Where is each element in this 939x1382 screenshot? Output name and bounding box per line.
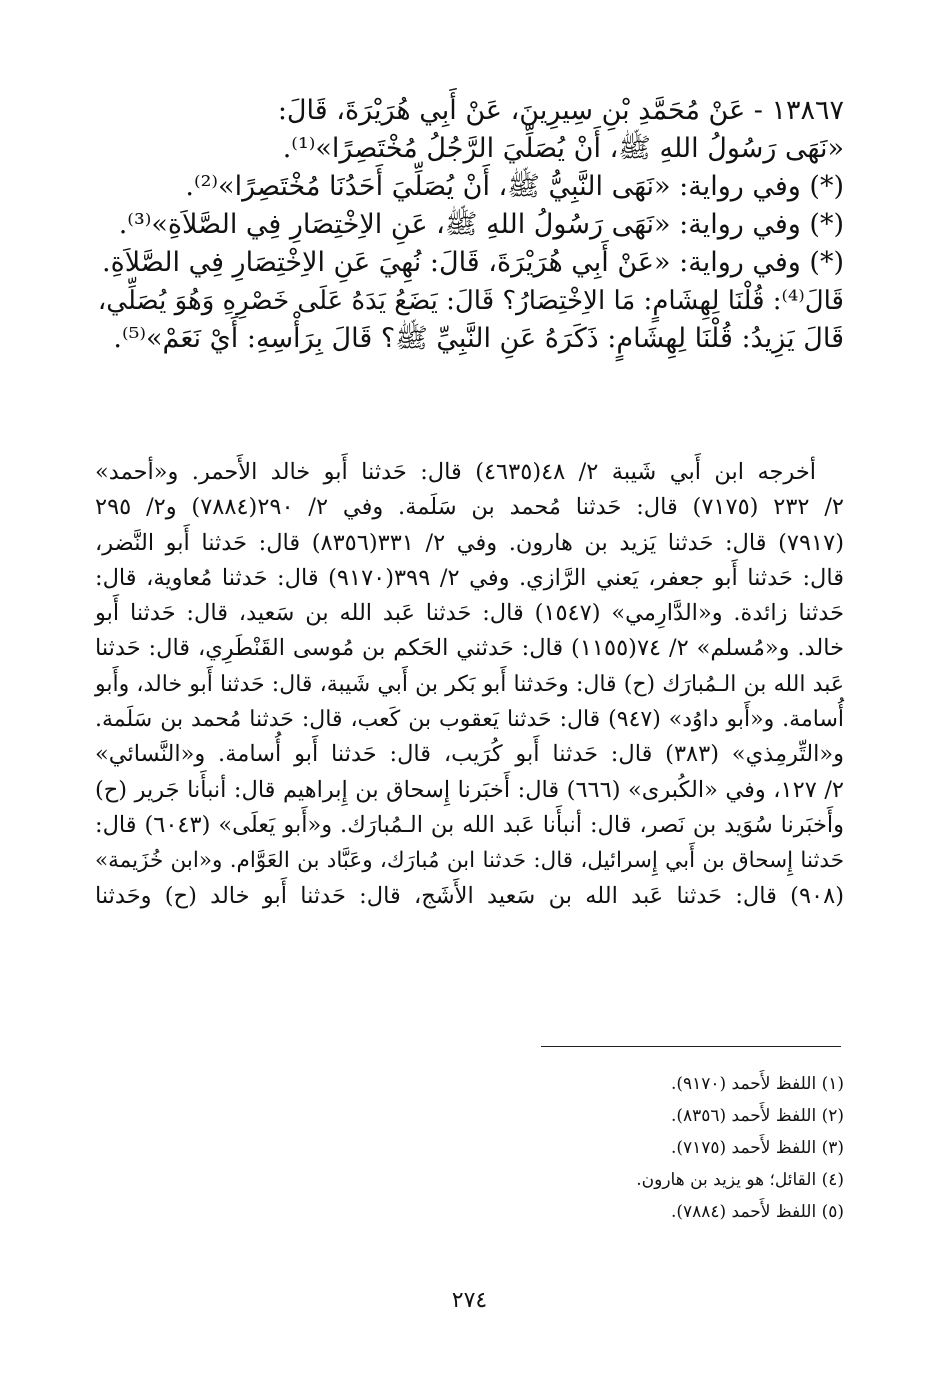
takhrij-line: (٧٩١٧) قال: حَدثنا يَزيد بن هارون. وفي ٢/ ٣٣١(٨٣٥٦) قال: حَدثنا أَبو النَّضر، [95,529,844,556]
takhrij-line: و«التِّرمِذي» (٣٨٣) قال: حَدثنا أَبو كُرَيب، قال: حَدثنا أَبو أُسامة. و«النَّسائي» [95,741,844,768]
hadith-line: «نَهَى رَسُولُ اللهِ ﷺ، أَنْ يُصَلِّيَ الرَّجُلُ مُخْتَصِرًا»⁽¹⁾. [282,133,844,164]
hadith-line: قَالَ⁽⁴⁾: قُلْنَا لِهِشَامٍ: مَا الاِخْتِصَارُ؟ قَالَ: يَضَعُ يَدَهُ عَلَى خَصْرِهِ وَهُوَ يُصَلِّي، [97,286,844,316]
takhrij-line: وأَخبَرنا سُوَيد بن نَصر، قال: أنبأَنا عَبد الله بن الـمُبارَك. و«أَبو يَعلَى» (٦٠٤٣) قال: [95,811,844,838]
takhrij-line: (٩٠٨) قال: حَدثنا عَبد الله بن سَعيد الأَشَج، قال: حَدثنا أَبو خالد (ح) وحَدثنا [95,882,844,909]
hadith-line: (*) وفي رواية: «عَنْ أَبِي هُرَيْرَةَ، قَالَ: نُهِيَ عَنِ الاِخْتِصَارِ فِي الصَّلاَةِ. [102,247,844,278]
footnote-1: (١) اللفظ لأَحمد (٩١٧٠). [670,1074,844,1094]
takhrij-line: ٢/ ١٢٧، وفي «الكُبرى» (٦٦٦) قال: أَخبَرنا إِسحاق بن إِبراهيم قال: أنبأَنا جَرير (ح) [95,776,844,803]
takhrij-line: ٢/ ٢٣٢ (٧١٧٥) قال: حَدثنا مُحمد بن سَلَمة. وفي ٢/ ٢٩٠(٧٨٨٤) و٢/ ٢٩٥ [95,494,845,521]
hadith-line: (*) وفي رواية: «نَهَى رَسُولُ اللهِ ﷺ، عَنِ الاِخْتِصَارِ فِي الصَّلاَةِ»⁽³⁾. [118,209,844,240]
hadith-text [95,92,844,358]
takhrij-line: أخرجه ابن أَبي شَيبة ٢/ ٤٨(٤٦٣٥) قال: حَدثنا أَبو خالد الأَحمر. و«أحمد» [95,459,816,485]
takhrij-paragraph [95,455,844,914]
hadith-line: قَالَ يَزِيدُ: قُلْنَا لِهِشَامٍ: ذَكَرَهُ عَنِ النَّبِيِّ ﷺ؟ قَالَ بِرَأْسِهِ: أَيْ نَعَمْ»⁽⁵⁾. [113,323,844,354]
footnote-2: (٢) اللفظ لأَحمد (٨٣٥٦). [670,1106,844,1126]
takhrij-line: عَبد الله بن الـمُبارَك (ح) قال: وحَدثنا أَبو بَكر بن أَبي شَيبة، قال: حَدثنا أَبو خالد، وأَبو [95,671,844,697]
page-number: ٢٧٤ [451,1288,488,1313]
footnote-5: (٥) اللفظ لأَحمد (٧٨٨٤). [670,1202,844,1222]
takhrij-line: قال: حَدثنا أَبو جعفر، يَعني الرَّازي. وفي ٢/ ٣٩٩(٩١٧٠) قال: حَدثنا مُعاوية، قال: [95,564,844,591]
takhrij-line: حَدثنا إِسحاق بن أَبي إِسرائيل، قال: حَدثنا ابن مُبارَك، وعَبَّاد بن العَوَّام. و«ابن خُزَيمة» [95,848,844,874]
footnote-4: (٤) القائل؛ هو يزيد بن هارون. [636,1170,844,1190]
hadith-line: ١٣٨٦٧ - عَنْ مُحَمَّدِ بْنِ سِيرِينَ، عَنْ أَبِي هُرَيْرَةَ، قَالَ: [277,95,844,126]
takhrij-line: خالد. و«مُسلم» ٢/ ٧٤(١١٥٥) قال: حَدثني الحَكم بن مُوسى القَنْطَرِي، قال: حَدثنا [95,635,844,662]
footnotes [95,1068,844,1228]
takhrij-line: أُسامة. و«أَبو داوُد» (٩٤٧) قال: حَدثنا يَعقوب بن كَعب، قال: حَدثنا مُحمد بن سَلَمة. [95,707,845,733]
hadith-line: (*) وفي رواية: «نَهَى النَّبِيُّ ﷺ، أَنْ يُصَلِّيَ أَحَدُنَا مُخْتَصِرًا»⁽²⁾. [185,171,844,202]
footnote-3: (٣) اللفظ لأَحمد (٧١٧٥). [670,1138,844,1158]
footnote-separator [541,1046,841,1047]
takhrij-line: حَدثنا زائدة. و«الدَّارِمي» (١٥٤٧) قال: حَدثنا عَبد الله بن سَعيد، قال: حَدثنا أَبو [95,600,844,627]
